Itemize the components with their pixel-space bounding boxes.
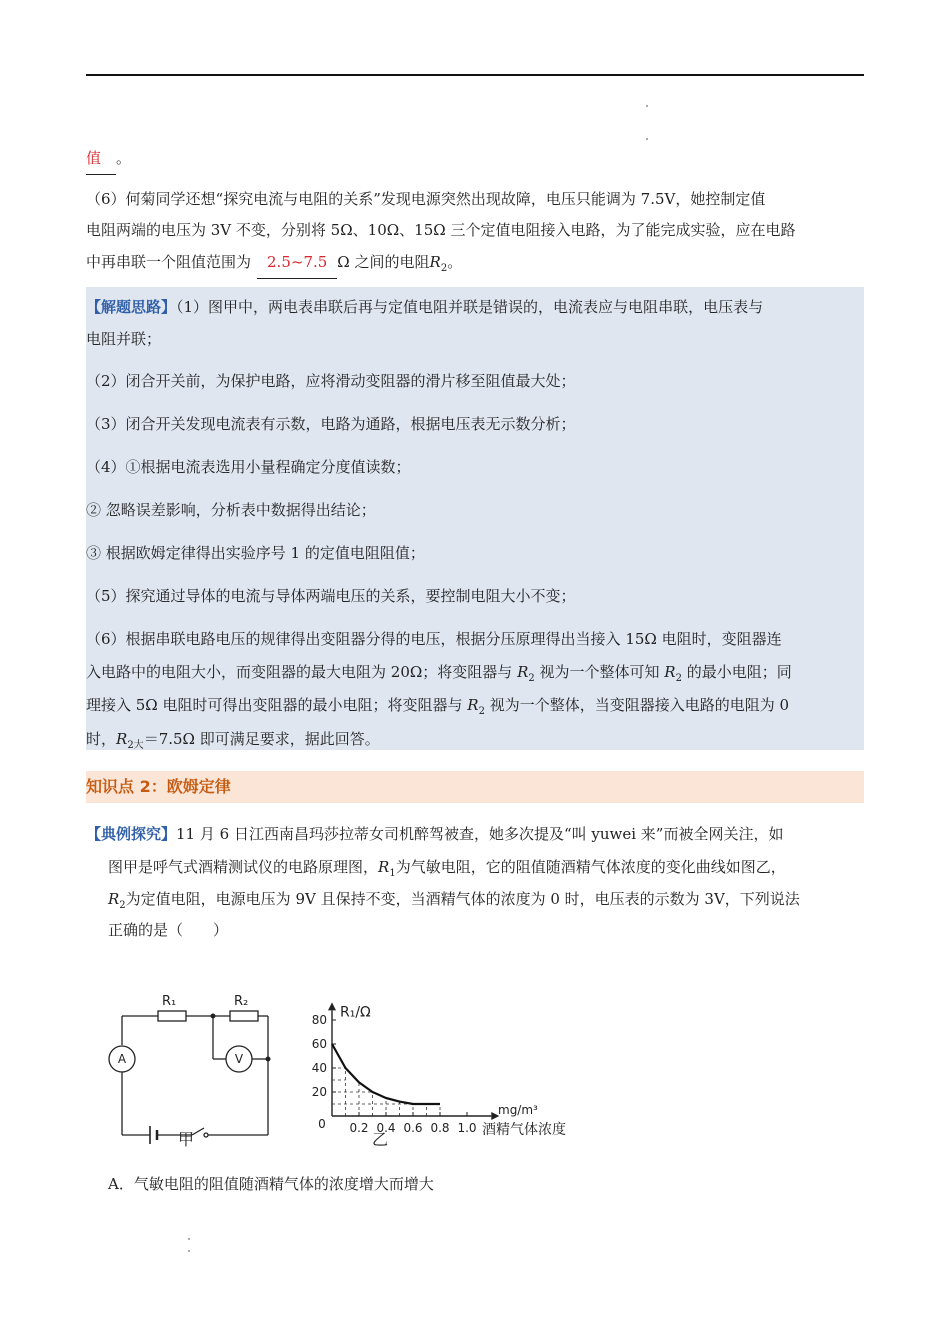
junction-dot (266, 1057, 271, 1062)
figure-svg (100, 955, 620, 1155)
example-line: 【典例探究】11 月 6 日江西南昌玛莎拉蒂女司机醉驾被查，她多次提及“叫 yuwei 来”而被全网关注，如 (86, 825, 784, 843)
figure (100, 955, 620, 1159)
y-axis-arrow (328, 1002, 336, 1010)
analysis-line: 理接入 5Ω 电阻时可得出变阻器的最小电阻；将变阻器与 $R_2$ 视为一个整体，当变阻器接入电路的电阻为 0 (86, 696, 790, 717)
switch-contact (204, 1133, 208, 1137)
analysis-line: ③ 根据欧姆定律得出实验序号 1 的定值电阻阻值； (86, 544, 425, 562)
speck (646, 138, 648, 140)
speck (188, 1238, 190, 1240)
x-tick-label: 0.2 (349, 1121, 369, 1135)
analysis-line: （4）①根据电流表选用小量程确定分度值读数； (86, 458, 411, 476)
x-axis-unit: mg/m³ (498, 1103, 538, 1117)
ammeter-label: A (117, 1052, 127, 1066)
question-6-line2: 电阻两端的电压为 3V 不变，分别将 5Ω、10Ω、15Ω 三个定值电阻接入电路，为了能完成实验，应在电路 (86, 221, 796, 239)
knowledge-point-heading: 知识点 2：欧姆定律 (86, 771, 864, 803)
analysis-line: （2）闭合开关前，为保护电路，应将滑动变阻器的滑片移至阻值最大处； (86, 372, 576, 390)
junction-dot (211, 1014, 216, 1019)
question-6-line3: 中再串联一个阻值范围为 2.5~7.5 Ω 之间的电阻$R_2$。 (86, 246, 864, 285)
analysis-line: 【解题思路】（1）图甲中，两电表串联后再与定值电阻并联是错误的，电流表应与电阻串联，电压表与 (86, 298, 764, 316)
analysis-line: 电阻并联； (86, 330, 162, 348)
answer-blank: 值 (86, 142, 116, 175)
x-tick-label: 1.0 (457, 1121, 477, 1135)
resistor-r2 (230, 1011, 258, 1021)
option-a: A．气敏电阻的阻值随酒精气体的浓度增大而增大 (108, 1175, 434, 1193)
concentration-chart (312, 1002, 566, 1138)
x-tick-label: 0.8 (430, 1121, 450, 1135)
analysis-line: （5）探究通过导体的电流与导体两端电压的关系，要控制电阻大小不变； (86, 587, 576, 605)
resistor-r1 (158, 1011, 186, 1021)
analysis-box (86, 287, 864, 750)
answer-blank: 2.5~7.5 (257, 246, 337, 279)
y-tick-label: 20 (311, 1085, 327, 1099)
analysis-line: ② 忽略误差影响，分析表中数据得出结论； (86, 501, 376, 519)
circuit-caption: 甲 (178, 1130, 195, 1149)
example-title: 【典例探究】 (86, 825, 177, 843)
y-axis-label: R₁/Ω (340, 1004, 371, 1021)
question-6-line1: （6）何菊同学还想“探究电流与电阻的关系”发现电源突然出现故障，电压只能调为 7.5V，她控制定值 (86, 190, 766, 208)
speck (646, 105, 648, 107)
graph-caption: 乙 (372, 1130, 389, 1149)
circuit-diagram (109, 1011, 268, 1144)
analysis-line: （3）闭合开关发现电流表有示数，电路为通路，根据电压表无示数分析； (86, 415, 576, 433)
answer-fragment: 值 。 (86, 142, 864, 175)
origin-label: 0 (318, 1117, 326, 1131)
analysis-line: 时，$R_{2大}=7.5\Omega$ 即可满足要求，据此回答。 (86, 730, 380, 751)
example-line: $R_2$为定值电阻，电源电压为 9V 且保持不变，当酒精气体的浓度为 0 时，电压表的示数为 3V，下列说法 (108, 890, 800, 911)
y-tick-label: 80 (311, 1013, 327, 1027)
example-line: 正确的是（ ） (108, 921, 229, 939)
x-axis-label: 酒精气体浓度 (482, 1122, 566, 1138)
header-rule (86, 74, 864, 76)
y-tick-label: 60 (311, 1037, 327, 1051)
data-curve (332, 1044, 440, 1104)
voltmeter-label: V (234, 1052, 244, 1066)
speck (188, 1250, 190, 1252)
x-tick-label: 0.4 (376, 1121, 396, 1135)
x-tick-label: 0.6 (403, 1121, 423, 1135)
y-tick-label: 40 (311, 1061, 327, 1075)
example-line: 图甲是呼气式酒精测试仪的电路原理图，$R_1$为气敏电阻，它的阻值随酒精气体浓度的变化曲线如图乙， (108, 858, 786, 879)
analysis-title: 【解题思路】 (86, 298, 177, 316)
r2-label: R₂ (234, 994, 249, 1009)
analysis-line: 入电路中的电阻大小，而变阻器的最大电阻为 20Ω；将变阻器与 $R_2$ 视为一个整体可知 $R_2$ 的最小电阻；同 (86, 663, 792, 684)
r1-label: R₁ (162, 994, 177, 1009)
analysis-line: （6）根据串联电路电压的规律得出变阻器分得的电压，根据分压原理得出当接入 15Ω 电阻时，变阻器连 (86, 630, 782, 648)
